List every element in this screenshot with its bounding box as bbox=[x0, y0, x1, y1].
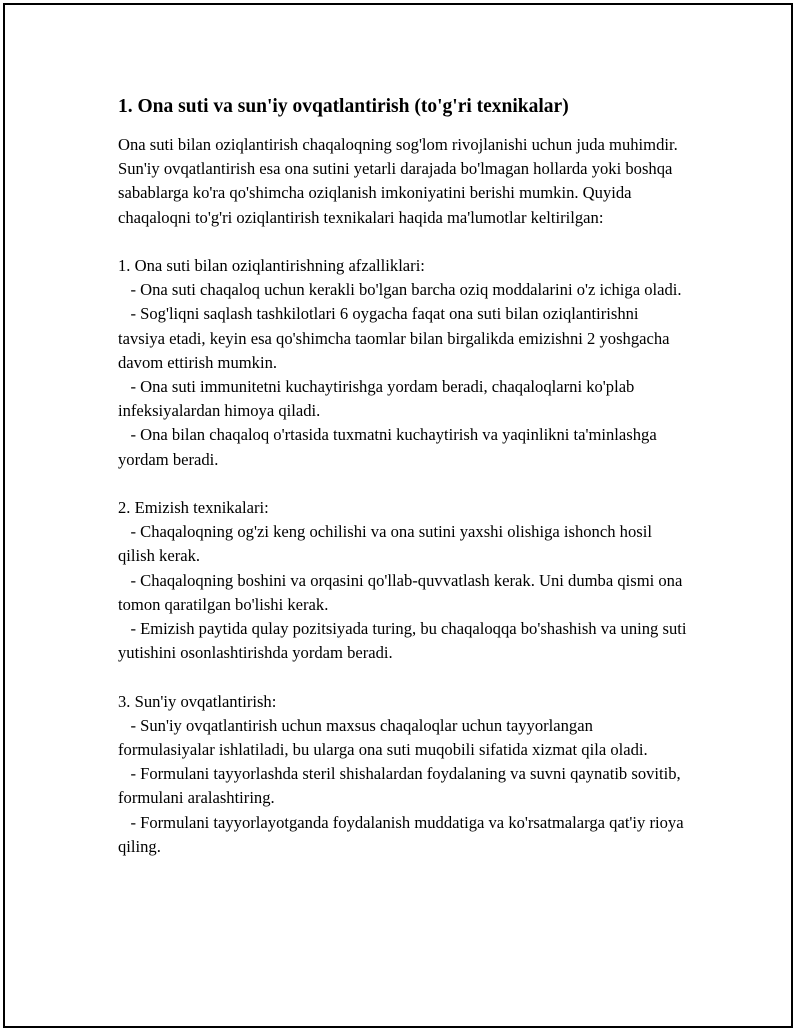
bullet-item: - Formulani tayyorlayotganda foydalanish muddatiga va ko'rsatmalarga qat'iy rioya qiling. bbox=[118, 812, 684, 856]
bullet-item: - Formulani tayyorlashda steril shishalardan foydalaning va suvni qaynatib sovitib, formulani aralashtiring. bbox=[118, 764, 681, 808]
bullet-item: - Emizish paytida qulay pozitsiyada turing, bu chaqaloqqa bo'shashish va uning suti yutishini osonlashtirishda yordam beradi. bbox=[118, 619, 687, 663]
bullet-item: - Chaqaloqning boshini va orqasini qo'llab-quvvatlash kerak. Uni dumba qismi ona tomon qaratilgan bo'lishi kerak. bbox=[118, 570, 683, 614]
intro-paragraph: Ona suti bilan oziqlantirish chaqaloqning sog'lom rivojlanishi uchun juda muhimdir. Sun'iy ovqatlantirish esa ona sutini yetarli darajada bo'lmagan hollarda yoki boshqa sabablarga ko'ra qo'shimcha oziqlanish imkoniyatini berishi mumkin. Quyida chaqaloqni to'g'ri oziqlantirish texnikalari haqida ma'lumotlar keltirilgan: bbox=[118, 135, 678, 227]
section-techniques bbox=[118, 496, 688, 665]
document-body bbox=[118, 95, 688, 883]
section-benefits bbox=[118, 254, 688, 472]
section-heading: 2. Emizish texnikalari: bbox=[118, 498, 269, 518]
bullet-item: - Sun'iy ovqatlantirish uchun maxsus chaqaloqlar uchun tayyorlangan formulasiyalar ishlatiladi, bu ularga ona suti muqobili sifatida xizmat qila oladi. bbox=[118, 715, 648, 760]
bullet-item: - Ona bilan chaqaloq o'rtasida tuxmatni kuchaytirish va yaqinlikni ta'minlashga yordam beradi. bbox=[118, 425, 657, 469]
section-artificial-feeding bbox=[118, 690, 688, 859]
section-heading: 1. Ona suti bilan oziqlantirishning afzalliklari: bbox=[118, 256, 425, 275]
bullet-item: - Ona suti chaqaloq uchun kerakli bo'lgan barcha oziq moddalarini o'z ichiga oladi. bbox=[130, 280, 682, 300]
bullet-item: - Ona suti immunitetni kuchaytirishga yordam beradi, chaqaloqlarni ko'plab infeksiyalardan himoya qiladi. bbox=[118, 377, 635, 421]
bullet-item: - Sog'liqni saqlash tashkilotlari 6 oygacha faqat ona suti bilan oziqlantirishni tavsiya etadi, keyin esa qo'shimcha taomlar bilan birgalikda emizishni 2 yoshgacha davom ettirish mumkin. bbox=[118, 304, 670, 372]
bullet-item: - Chaqaloqning og'zi keng ochilishi va ona sutini yaxshi olishiga ishonch hosil qilish kerak. bbox=[118, 522, 652, 566]
document-title: 1. Ona suti va sun'iy ovqatlantirish (to'g'ri texnikalar) bbox=[118, 96, 569, 117]
section-heading: 3. Sun'iy ovqatlantirish: bbox=[118, 691, 277, 711]
